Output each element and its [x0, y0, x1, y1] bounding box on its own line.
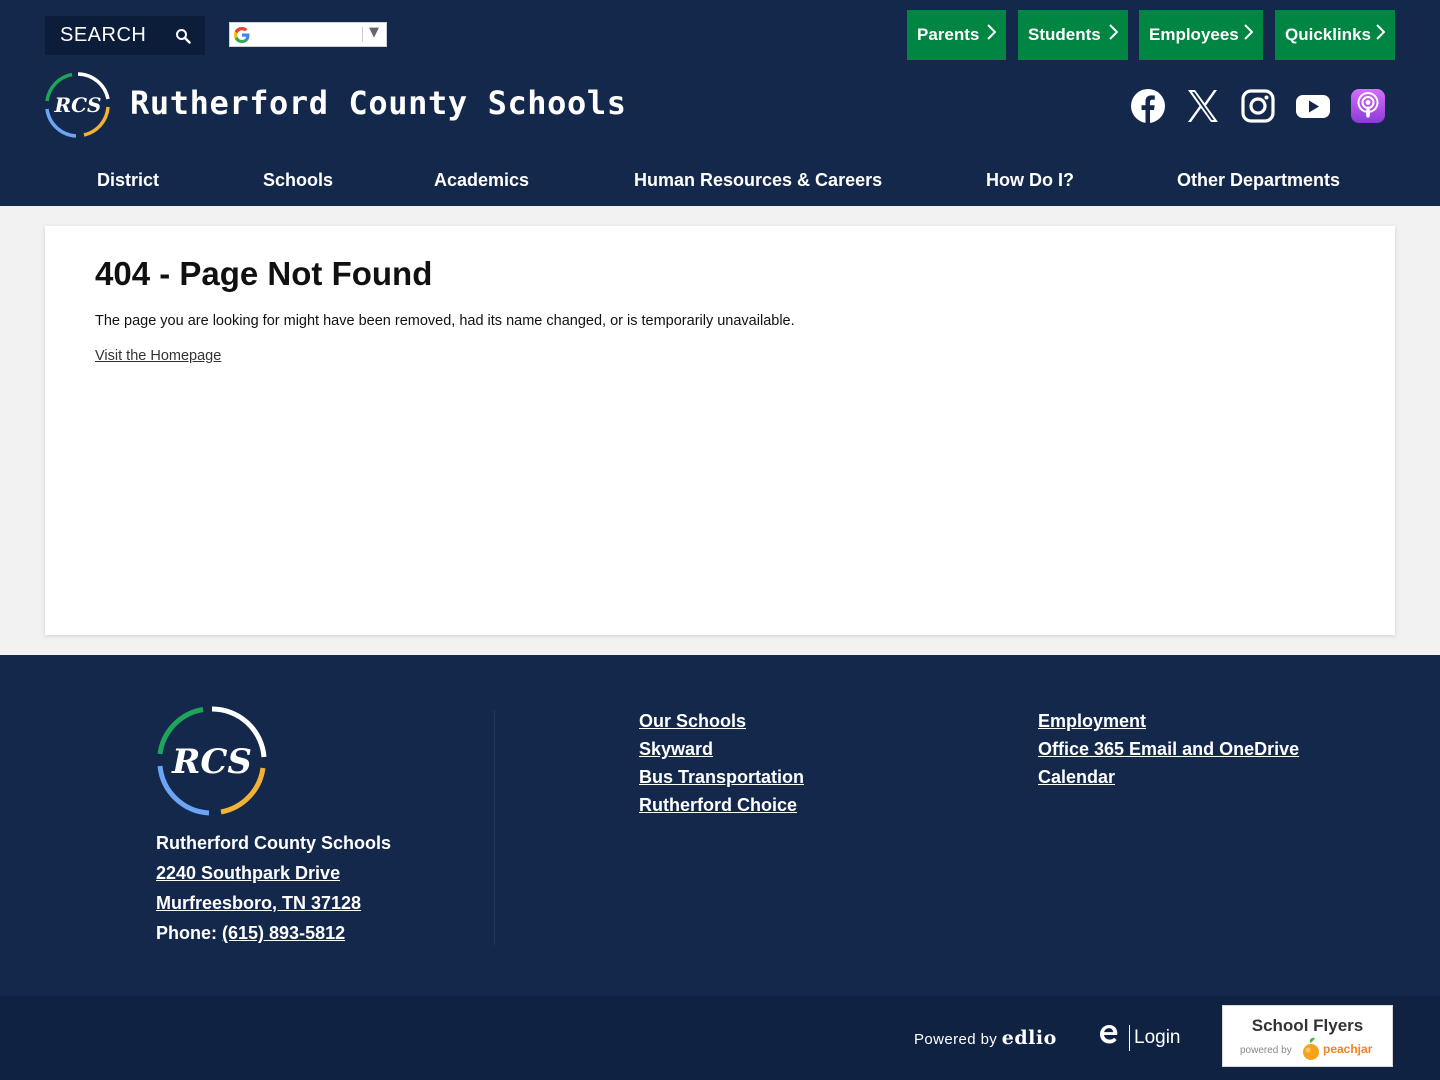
- powered-by-edlio[interactable]: [914, 1027, 1057, 1049]
- footer-link-bus-transportation[interactable]: Bus Transportation: [639, 767, 805, 787]
- chevron-right-icon: [1244, 24, 1253, 45]
- footer-phone: [156, 923, 345, 944]
- nav-item-schools[interactable]: Schools: [263, 170, 334, 190]
- bottom-bar: [0, 996, 1440, 1080]
- translate-select[interactable]: [229, 22, 387, 47]
- content-card: [45, 226, 1395, 635]
- parents-button[interactable]: [907, 10, 1006, 60]
- nav-item-district[interactable]: District: [97, 170, 160, 190]
- footer-link-skyward[interactable]: Skyward: [639, 739, 714, 759]
- chevron-right-icon: [1376, 24, 1385, 45]
- nav-item-academics[interactable]: Academics: [434, 170, 530, 190]
- peachjar-brand: peachjar: [1323, 1042, 1373, 1056]
- powered-by-label: Powered by: [914, 1031, 998, 1048]
- footer-links-col2: [1038, 707, 1299, 791]
- nav-item-human-resources[interactable]: Human Resources & Careers: [634, 170, 883, 190]
- peach-icon: [1301, 1037, 1321, 1066]
- site-header: [0, 0, 1440, 206]
- svg-text:RCS: RCS: [54, 93, 102, 117]
- search-label: SEARCH: [60, 24, 147, 46]
- instagram-icon[interactable]: [1240, 88, 1276, 124]
- site-footer: [0, 655, 1440, 996]
- school-flyers-title: School Flyers: [1251, 1016, 1364, 1035]
- flyers-powered-by: powered by: [1240, 1045, 1292, 1056]
- dropdown-arrow-icon[interactable]: ▼: [369, 25, 379, 40]
- rcs-footer-logo: [155, 704, 269, 818]
- select-divider: [362, 27, 363, 42]
- podcasts-icon[interactable]: [1350, 88, 1386, 124]
- x-twitter-icon[interactable]: [1185, 88, 1221, 124]
- chevron-right-icon: [987, 24, 996, 45]
- login-link[interactable]: Login: [1134, 1027, 1181, 1048]
- footer-address-line1[interactable]: 2240 Southpark Drive: [156, 863, 341, 883]
- google-icon: [233, 26, 251, 49]
- page-title: 404 - Page Not Found: [95, 255, 433, 292]
- nav-item-other-departments[interactable]: Other Departments: [1177, 170, 1341, 190]
- footer-link-office-365[interactable]: Office 365 Email and OneDrive: [1038, 739, 1300, 759]
- footer-link-our-schools[interactable]: Our Schools: [639, 711, 747, 731]
- parents-button-label: Parents: [917, 25, 980, 44]
- footer-link-calendar[interactable]: Calendar: [1038, 767, 1116, 787]
- quicklinks-button[interactable]: [1275, 10, 1395, 60]
- phone-number-link[interactable]: (615) 893-5812: [222, 923, 346, 943]
- footer-address-line2[interactable]: Murfreesboro, TN 37128: [156, 893, 362, 913]
- main-nav: [0, 160, 1440, 200]
- rcs-logo[interactable]: [44, 71, 112, 139]
- employees-button[interactable]: [1139, 10, 1263, 60]
- chevron-right-icon: [1109, 24, 1118, 45]
- youtube-icon[interactable]: [1295, 88, 1331, 124]
- login-separator: [1129, 1025, 1130, 1051]
- footer-link-rutherford-choice[interactable]: Rutherford Choice: [639, 795, 798, 815]
- edlio-e-icon[interactable]: [1098, 1022, 1120, 1051]
- footer-link-employment[interactable]: Employment: [1038, 711, 1147, 731]
- homepage-link[interactable]: Visit the Homepage: [95, 348, 222, 364]
- school-flyers-widget[interactable]: [1222, 1005, 1393, 1067]
- error-message: The page you are looking for might have been removed, had its name changed, or is temporarily unavailable.: [95, 313, 795, 329]
- phone-label: Phone:: [156, 923, 217, 943]
- search-box[interactable]: [45, 16, 205, 55]
- students-button[interactable]: [1018, 10, 1128, 60]
- quicklinks-button-label: Quicklinks: [1285, 25, 1371, 44]
- footer-links-col1: [639, 707, 804, 819]
- employees-button-label: Employees: [1149, 25, 1239, 44]
- nav-item-how-do-i[interactable]: How Do I?: [986, 170, 1074, 190]
- footer-divider: [494, 710, 495, 945]
- edlio-brand: edlio: [1001, 1027, 1057, 1049]
- site-title[interactable]: Rutherford County Schools: [130, 84, 627, 122]
- footer-org-name: Rutherford County Schools: [156, 833, 391, 853]
- facebook-icon[interactable]: [1130, 88, 1166, 124]
- search-icon[interactable]: [175, 28, 191, 44]
- svg-text:RCS: RCS: [172, 742, 252, 782]
- students-button-label: Students: [1028, 25, 1101, 44]
